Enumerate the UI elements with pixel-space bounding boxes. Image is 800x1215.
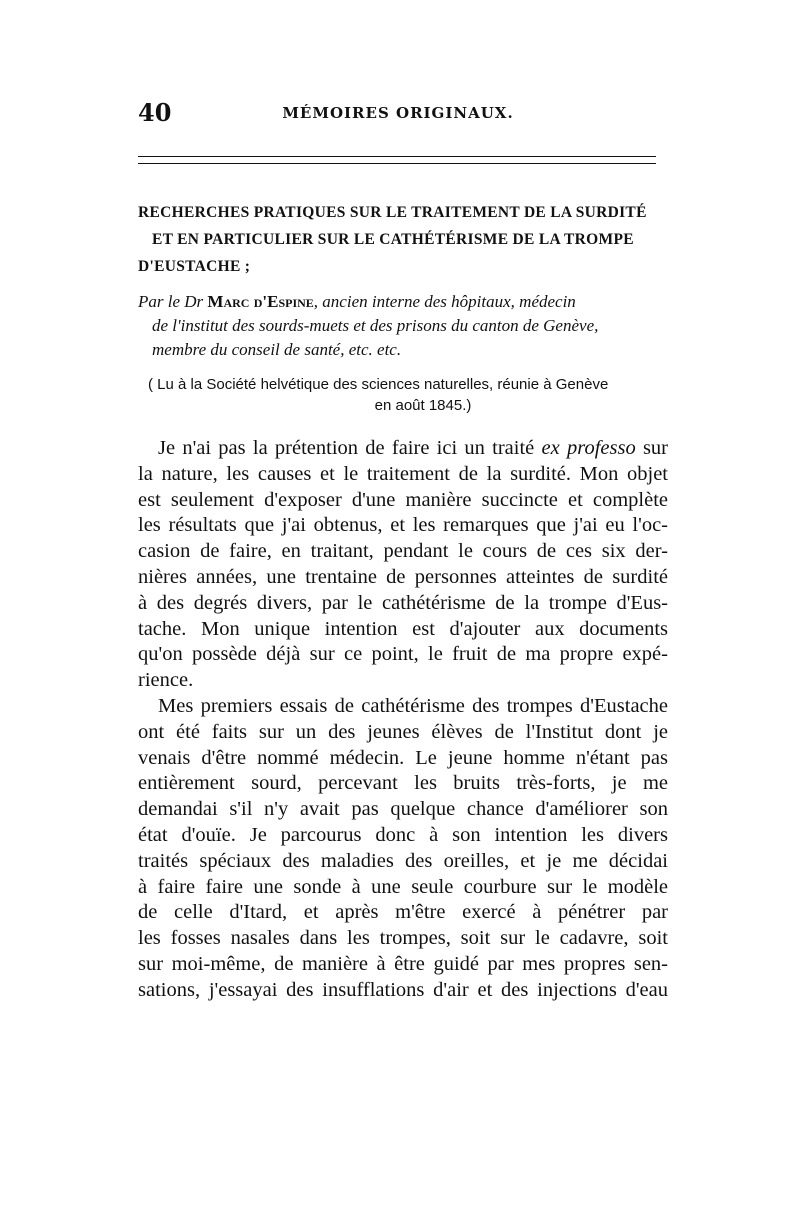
- byline-line: [138, 290, 668, 314]
- title-line: ET EN PARTICULIER SUR LE CATHÉTÉRISME DE LA TROMPE: [152, 231, 634, 248]
- byline-line: membre du conseil de santé, etc. etc.: [152, 340, 402, 359]
- author-name: Marc d'Espine: [207, 292, 314, 311]
- byline-line: de l'institut des sourds-muets et des prisons du canton de Genève,: [152, 316, 599, 335]
- text-line: sur moi-même, de manière à être guidé par mes propres sen-: [138, 952, 668, 975]
- emphasis-latin: ex professo: [541, 437, 636, 459]
- paragraph-1: [138, 436, 668, 694]
- text-line: casion de faire, en traitant, pendant le cours de ces six der-: [138, 540, 668, 563]
- title-line: D'EUSTACHE ;: [138, 258, 251, 275]
- text-line: ont été faits sur un des jeunes élèves de l'Institut dont je: [138, 720, 668, 743]
- article-title: [138, 199, 668, 280]
- text-line: entièrement sourd, percevant les bruits très-forts, je me: [138, 772, 668, 795]
- text-line: nières années, une trentaine de personnes atteintes de surdité: [138, 565, 668, 588]
- section-title: MÉMOIRES ORIGINAUX.: [282, 104, 514, 122]
- text-line: tache. Mon unique intention est d'ajouter aux documents: [138, 617, 668, 640]
- text-line: état d'ouïe. Je parcourus donc à son intention les divers: [138, 823, 668, 846]
- text-line: à des degrés divers, par le cathétérisme de la trompe d'Eus-: [138, 591, 668, 614]
- text-line: les fosses nasales dans les trompes, soit sur le cadavre, soit: [138, 927, 668, 950]
- text-line: demandai s'il n'y avait pas quelque chance d'améliorer son: [138, 798, 668, 821]
- text-line: sations, j'essayai des insufflations d'air et des injections d'eau: [138, 978, 668, 1001]
- byline-prefix: Par le Dr: [138, 292, 204, 311]
- text-line: rience.: [138, 669, 194, 692]
- text-line: Je n'ai pas la prétention de faire ici un traité ex professo sur: [158, 437, 669, 459]
- byline-rest: , ancien interne des hôpitaux, médecin: [313, 292, 576, 311]
- text-line: venais d'être nommé médecin. Le jeune homme n'étant pas: [138, 746, 668, 769]
- text-line: qu'on possède déjà sur ce point, le fruit de ma propre expé-: [138, 643, 668, 666]
- author-byline: [138, 290, 668, 362]
- text-line: la nature, les causes et le traitement de la surdité. Mon objet: [138, 462, 668, 485]
- text-line: Mes premiers essais de cathétérisme des trompes d'Eustache: [158, 694, 668, 717]
- header-divider: [138, 156, 656, 164]
- text-line: à faire faire une sonde à une seule courbure sur le modèle: [138, 875, 668, 898]
- running-header: [138, 98, 658, 128]
- page-number: 40: [138, 98, 172, 127]
- paragraph-2: [138, 694, 668, 1004]
- note-line: ( Lu à la Société helvétique des sciences naturelles, réunie à Genève: [148, 376, 609, 393]
- text-line: traités spéciaux des maladies des oreilles, et je me décidai: [138, 849, 668, 872]
- article-body: [138, 436, 668, 1004]
- text-line: est seulement d'exposer d'une manière succincte et complète: [138, 488, 668, 511]
- note-line: en août 1845.): [374, 397, 472, 414]
- title-line: RECHERCHES PRATIQUES SUR LE TRAITEMENT DE LA SURDITÉ: [138, 204, 647, 221]
- text-line: les résultats que j'ai obtenus, et les remarques que j'ai eu l'oc-: [138, 514, 668, 537]
- reading-note: [138, 374, 668, 416]
- text-line: de celle d'Itard, et après m'être exercé à pénétrer par: [138, 901, 668, 924]
